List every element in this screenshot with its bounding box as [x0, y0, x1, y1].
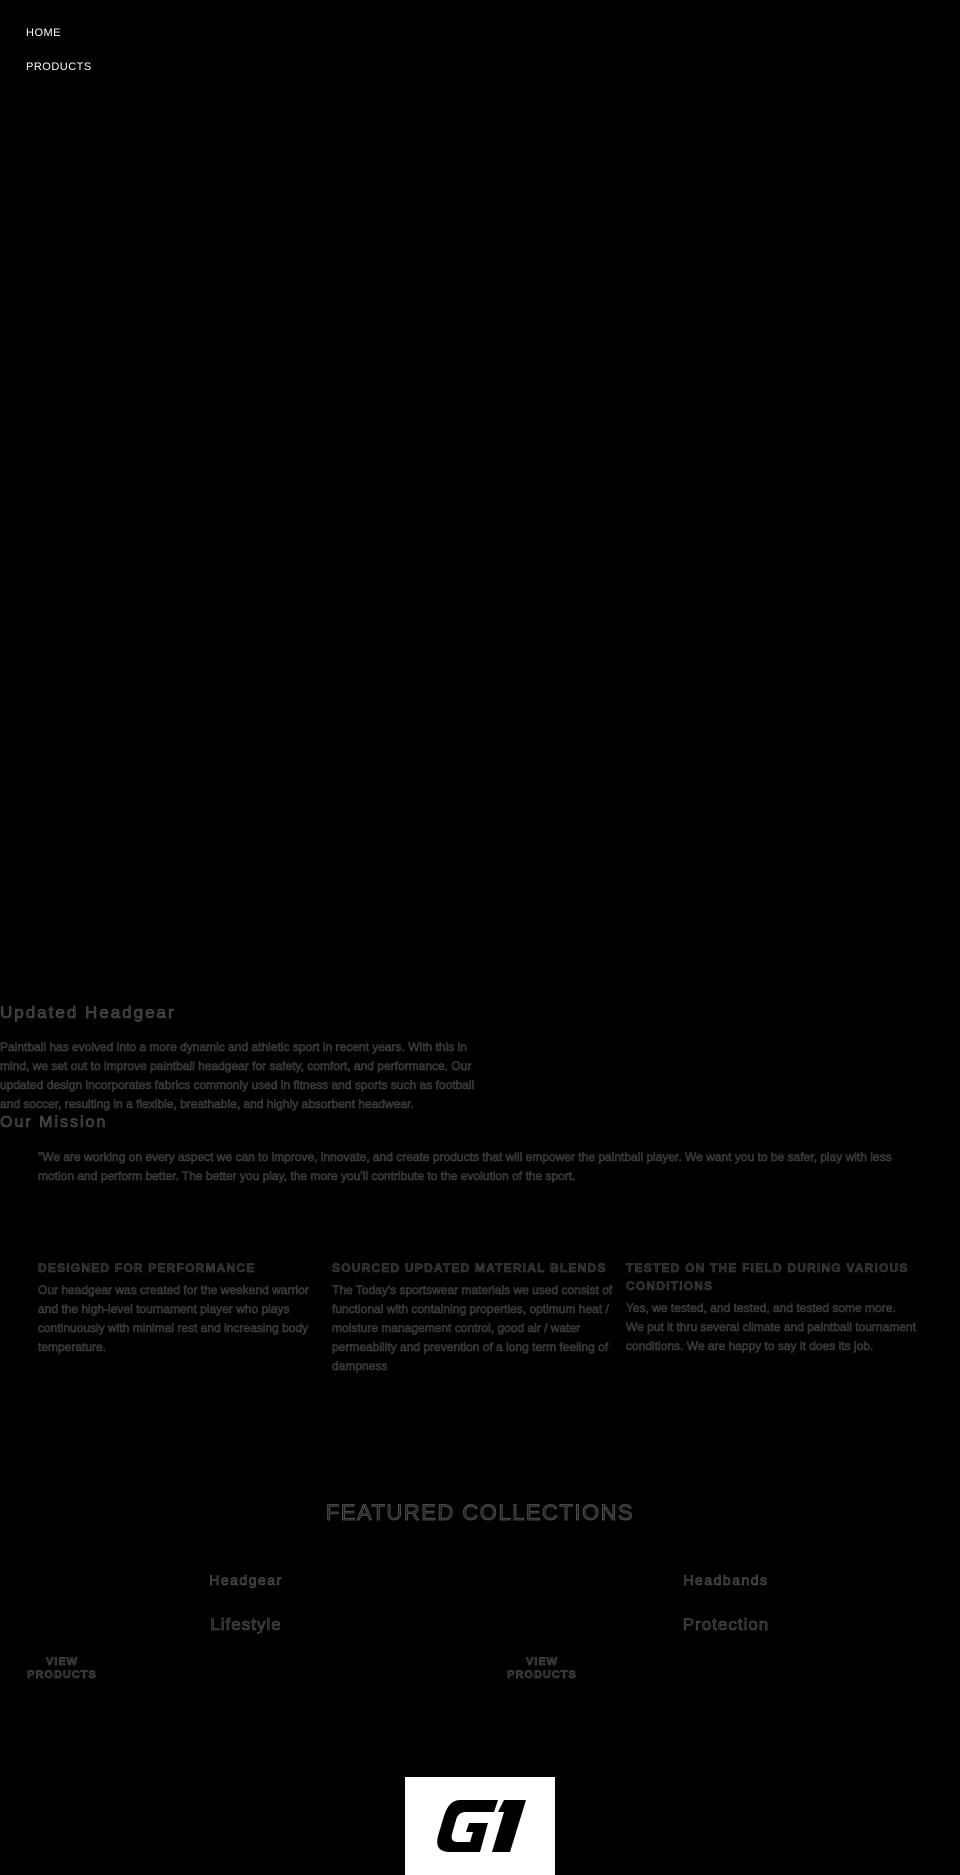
view-products-button-headbands[interactable]: VIEW PRODUCTS — [492, 1656, 592, 1682]
nav-home-link[interactable]: HOME — [26, 27, 61, 39]
main-nav — [26, 26, 92, 74]
feature-heading: DESIGNED FOR PERFORMANCE — [38, 1261, 256, 1275]
feature-body: The Today's sportswear materials we used consist of functional with containing properties, optimum heat / moisture management control, good air / water permeability and prevention of a long term feeling of dampness — [332, 1283, 613, 1373]
feature-heading: TESTED ON THE FIELD DURING VARIOUS CONDITIONS — [626, 1261, 909, 1293]
collection-category: Headgear — [209, 1572, 283, 1588]
feature-materials — [332, 1259, 626, 1376]
features-section — [38, 1259, 922, 1376]
view-products-button-headgear[interactable]: VIEW PRODUCTS — [12, 1656, 112, 1682]
collection-name: Lifestyle — [210, 1615, 282, 1634]
footer-logo[interactable] — [405, 1777, 555, 1875]
feature-tested — [626, 1259, 920, 1376]
featured-collections-title: FEATURED COLLECTIONS — [325, 1500, 635, 1525]
feature-body: Our headgear was created for the weekend warrior and the high-level tournament player who plays continuously with minimal rest and increasing body temperature. — [38, 1283, 309, 1354]
g1-logo-icon — [430, 1794, 530, 1858]
feature-performance — [38, 1259, 332, 1376]
nav-products-link[interactable]: PRODUCTS — [26, 61, 92, 73]
mission-quote: "We are working on every aspect we can to improve, innovate, and create products that will empower the paintball player. We want you to be safer, play with less motion and perform better. The better you play, the more you'll contribute to the evolution of the sport. — [38, 1150, 892, 1183]
collection-name: Protection — [682, 1615, 770, 1634]
feature-body: Yes, we tested, and tested, and tested some more. We put it thru several climate and paintball tournament conditions. We are happy to say it does its job. — [626, 1301, 916, 1353]
feature-heading: SOURCED UPDATED MATERIAL BLENDS — [332, 1261, 607, 1275]
about-body: Paintball has evolved into a more dynamic and athletic sport in recent years. With this in mind, we set out to improve paintball headgear for safety, comfort, and performance. Our updated design incorporates fabrics commonly used in fitness and sports such as football and soccer, resulting in a flexible, breathable, and highly absorbent headwear. — [0, 1040, 475, 1111]
about-title: Updated Headgear — [0, 1003, 176, 1022]
mission-title: Our Mission — [0, 1114, 108, 1131]
collection-category: Headbands — [683, 1572, 769, 1588]
